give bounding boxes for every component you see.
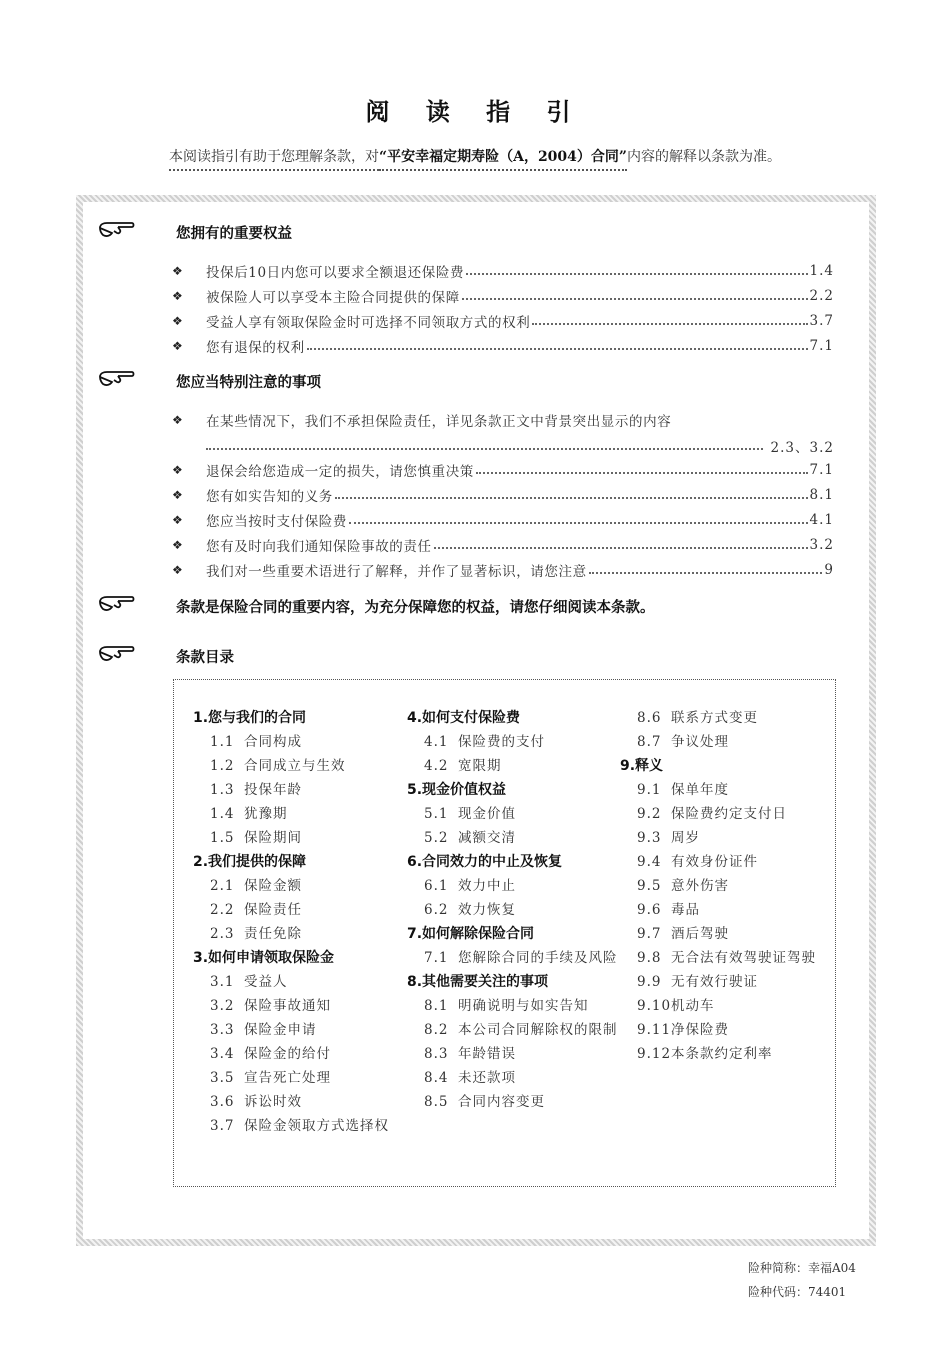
toc-entry-number: 8.6 bbox=[637, 710, 662, 726]
toc-entry-number: 9.10 bbox=[637, 998, 672, 1014]
toc-chapter: 2.我们提供的保障 bbox=[193, 854, 307, 870]
product-short-name: 险种简称：幸福A04 bbox=[748, 1261, 856, 1275]
section-heading-important: 条款是保险合同的重要内容，为充分保障您的权益，请您仔细阅读本条款。 bbox=[176, 600, 655, 616]
toc-chapter: 4.如何支付保险费 bbox=[407, 710, 521, 726]
list-item: ❖ 被保险人可以享受本主险合同提供的保障 2.2 bbox=[172, 288, 834, 306]
list-item: ❖ 您有如实告知的义务 8.1 bbox=[172, 487, 834, 505]
bullet-icon: ❖ bbox=[172, 314, 183, 328]
toc-chapter: 5.现金价值权益 bbox=[407, 782, 507, 798]
toc-entry bbox=[620, 778, 830, 802]
toc-entry-title: 保险事故通知 bbox=[244, 998, 331, 1014]
toc-entry bbox=[407, 994, 619, 1018]
toc-entry-title: 本条款约定利率 bbox=[671, 1046, 773, 1062]
toc-entry-number: 1.3 bbox=[210, 782, 235, 798]
list-item-continuation bbox=[206, 436, 834, 456]
toc-entry-number: 8.3 bbox=[424, 1046, 449, 1062]
toc-entry bbox=[407, 1066, 619, 1090]
toc-entry-number: 1.2 bbox=[210, 758, 235, 774]
toc-entry-number: 2.2 bbox=[210, 902, 235, 918]
toc-entry-title: 保单年度 bbox=[671, 782, 729, 798]
list-item: ❖ 在某些情况下，我们不承担保险责任，详见条款正文中背景突出显示的内容 bbox=[172, 413, 672, 430]
toc-chapter: 7.如何解除保险合同 bbox=[407, 926, 535, 942]
toc-entry-title: 年龄错误 bbox=[458, 1046, 516, 1062]
page-title: 阅 读 指 引 bbox=[365, 97, 585, 126]
toc-entry-number: 2.3 bbox=[210, 926, 235, 942]
toc-entry bbox=[620, 730, 830, 754]
toc-entry-title: 保险金领取方式选择权 bbox=[244, 1118, 389, 1134]
toc-entry bbox=[620, 1042, 830, 1066]
toc-entry-number: 9.3 bbox=[637, 830, 662, 846]
toc-entry bbox=[620, 826, 830, 850]
toc-entry-number: 3.5 bbox=[210, 1070, 235, 1086]
toc-entry-number: 8.7 bbox=[637, 734, 662, 750]
toc-entry bbox=[193, 778, 393, 802]
toc-entry-number: 1.4 bbox=[210, 806, 235, 822]
toc-entry bbox=[407, 1018, 619, 1042]
toc-entry bbox=[620, 802, 830, 826]
toc-entry bbox=[407, 802, 619, 826]
toc-entry bbox=[193, 730, 393, 754]
toc-entry-number: 5.2 bbox=[424, 830, 449, 846]
toc-entry-number: 3.2 bbox=[210, 998, 235, 1014]
toc-entry-title: 诉讼时效 bbox=[244, 1094, 302, 1110]
toc-entry bbox=[407, 1090, 619, 1114]
toc-chapter: 3.如何申请领取保险金 bbox=[193, 950, 335, 966]
clause-ref: 7.1 bbox=[809, 462, 834, 478]
toc-entry bbox=[620, 850, 830, 874]
toc-entry-title: 保险责任 bbox=[244, 902, 302, 918]
toc-entry-number: 6.2 bbox=[424, 902, 449, 918]
toc-entry-title: 保险金额 bbox=[244, 878, 302, 894]
toc-entry bbox=[193, 826, 393, 850]
toc-entry-title: 联系方式变更 bbox=[671, 710, 758, 726]
bullet-icon: ❖ bbox=[172, 563, 183, 577]
table-of-contents bbox=[173, 679, 836, 1187]
toc-entry-title: 减额交清 bbox=[458, 830, 516, 846]
toc-entry-number: 3.3 bbox=[210, 1022, 235, 1038]
bullet-icon: ❖ bbox=[172, 339, 183, 353]
clause-ref: 3.7 bbox=[809, 313, 834, 329]
toc-entry-title: 无有效行驶证 bbox=[671, 974, 758, 990]
toc-entry-title: 责任免除 bbox=[244, 926, 302, 942]
toc-entry-title: 酒后驾驶 bbox=[671, 926, 729, 942]
product-code: 险种代码：74401 bbox=[748, 1285, 847, 1299]
toc-entry-number: 9.4 bbox=[637, 854, 662, 870]
bullet-icon: ❖ bbox=[172, 463, 183, 477]
toc-column-2 bbox=[407, 706, 619, 1114]
toc-entry-number: 9.11 bbox=[637, 1022, 672, 1038]
toc-entry-number: 6.1 bbox=[424, 878, 449, 894]
toc-entry-number: 3.1 bbox=[210, 974, 235, 990]
toc-entry-number: 7.1 bbox=[424, 950, 449, 966]
toc-entry-number: 9.7 bbox=[637, 926, 662, 942]
toc-entry-number: 3.7 bbox=[210, 1118, 235, 1134]
toc-entry-title: 无合法有效驾驶证驾驶 bbox=[671, 950, 816, 966]
toc-entry-title: 明确说明与如实告知 bbox=[458, 998, 589, 1014]
clause-ref: 7.1 bbox=[809, 338, 834, 354]
toc-entry-title: 效力中止 bbox=[458, 878, 516, 894]
list-item: ❖ 我们对一些重要术语进行了解释，并作了显著标识，请您注意 9 bbox=[172, 562, 834, 580]
toc-entry-title: 宣告死亡处理 bbox=[244, 1070, 331, 1086]
clause-ref: 4.1 bbox=[809, 512, 834, 528]
bullet-icon: ❖ bbox=[172, 488, 183, 502]
pointing-hand-icon bbox=[98, 369, 136, 391]
toc-entry bbox=[620, 874, 830, 898]
toc-entry-number: 4.1 bbox=[424, 734, 449, 750]
toc-entry bbox=[620, 1018, 830, 1042]
toc-entry-number: 9.5 bbox=[637, 878, 662, 894]
bullet-icon: ❖ bbox=[172, 413, 183, 427]
intro-suffix: 内容的解释以条款为准。 bbox=[626, 149, 781, 165]
toc-entry-title: 投保年龄 bbox=[244, 782, 302, 798]
toc-entry bbox=[193, 970, 393, 994]
toc-entry-number: 2.1 bbox=[210, 878, 235, 894]
toc-entry bbox=[620, 922, 830, 946]
toc-entry bbox=[620, 994, 830, 1018]
toc-entry bbox=[407, 898, 619, 922]
bullet-icon: ❖ bbox=[172, 264, 183, 278]
toc-entry-title: 有效身份证件 bbox=[671, 854, 758, 870]
toc-entry-title: 争议处理 bbox=[671, 734, 729, 750]
list-item: ❖ 受益人享有领取保险金时可选择不同领取方式的权利 3.7 bbox=[172, 313, 834, 331]
pointing-hand-icon bbox=[98, 644, 136, 666]
bullet-icon: ❖ bbox=[172, 538, 183, 552]
section-heading-toc: 条款目录 bbox=[176, 650, 234, 666]
toc-entry bbox=[193, 922, 393, 946]
toc-entry bbox=[193, 802, 393, 826]
toc-entry-number: 3.6 bbox=[210, 1094, 235, 1110]
clause-ref: 8.1 bbox=[809, 487, 834, 503]
clause-ref: 2.2 bbox=[809, 288, 834, 304]
bullet-icon: ❖ bbox=[172, 513, 183, 527]
toc-entry-title: 合同内容变更 bbox=[458, 1094, 545, 1110]
toc-entry-number: 8.2 bbox=[424, 1022, 449, 1038]
toc-entry-title: 保险费的支付 bbox=[458, 734, 545, 750]
toc-entry-number: 3.4 bbox=[210, 1046, 235, 1062]
toc-entry-title: 本公司合同解除权的限制 bbox=[458, 1022, 618, 1038]
toc-entry-title: 保险金申请 bbox=[244, 1022, 317, 1038]
toc-entry bbox=[407, 946, 619, 970]
intro-text bbox=[0, 146, 950, 166]
toc-entry-title: 机动车 bbox=[671, 998, 715, 1014]
toc-entry-title: 宽限期 bbox=[458, 758, 502, 774]
toc-entry-number: 9.12 bbox=[637, 1046, 672, 1062]
toc-entry-number: 5.1 bbox=[424, 806, 449, 822]
toc-entry-title: 受益人 bbox=[244, 974, 288, 990]
toc-entry-number: 9.9 bbox=[637, 974, 662, 990]
toc-entry bbox=[193, 994, 393, 1018]
toc-chapter: 1.您与我们的合同 bbox=[193, 710, 307, 726]
bullet-icon: ❖ bbox=[172, 289, 183, 303]
list-item: ❖ 您有退保的权利 7.1 bbox=[172, 338, 834, 356]
toc-entry-number: 4.2 bbox=[424, 758, 449, 774]
toc-entry-title: 周岁 bbox=[671, 830, 700, 846]
list-item: ❖ 您有及时向我们通知保险事故的责任 3.2 bbox=[172, 537, 834, 555]
toc-entry bbox=[407, 730, 619, 754]
toc-column-1 bbox=[193, 706, 393, 1138]
clause-ref: 3.2 bbox=[809, 537, 834, 553]
toc-entry-number: 8.4 bbox=[424, 1070, 449, 1086]
toc-entry bbox=[620, 706, 830, 730]
toc-entry bbox=[193, 1018, 393, 1042]
toc-entry bbox=[407, 1042, 619, 1066]
toc-entry-title: 效力恢复 bbox=[458, 902, 516, 918]
toc-entry-title: 犹豫期 bbox=[244, 806, 288, 822]
list-item: ❖ 您应当按时支付保险费 4.1 bbox=[172, 512, 834, 530]
clause-ref: 9 bbox=[824, 562, 834, 578]
section-heading-rights: 您拥有的重要权益 bbox=[176, 226, 292, 242]
toc-entry bbox=[620, 970, 830, 994]
toc-entry-title: 您解除合同的手续及风险 bbox=[458, 950, 618, 966]
toc-entry-number: 9.8 bbox=[637, 950, 662, 966]
toc-entry bbox=[193, 874, 393, 898]
intro-product-name: “平安幸福定期寿险（A，2004）合同” bbox=[379, 149, 627, 171]
toc-entry bbox=[620, 946, 830, 970]
pointing-hand-icon bbox=[98, 220, 136, 242]
toc-entry-number: 9.1 bbox=[637, 782, 662, 798]
toc-entry bbox=[193, 1090, 393, 1114]
toc-entry bbox=[407, 754, 619, 778]
toc-entry bbox=[407, 826, 619, 850]
toc-entry-number: 1.5 bbox=[210, 830, 235, 846]
toc-entry bbox=[193, 898, 393, 922]
toc-entry-number: 9.6 bbox=[637, 902, 662, 918]
toc-entry-title: 保险费约定支付日 bbox=[671, 806, 787, 822]
toc-entry-number: 8.1 bbox=[424, 998, 449, 1014]
toc-entry bbox=[193, 754, 393, 778]
toc-entry bbox=[407, 874, 619, 898]
clause-ref: 2.3、3.2 bbox=[770, 440, 834, 456]
toc-entry-title: 意外伤害 bbox=[671, 878, 729, 894]
toc-entry bbox=[193, 1114, 393, 1138]
toc-entry-title: 净保险费 bbox=[671, 1022, 729, 1038]
toc-entry bbox=[193, 1042, 393, 1066]
pointing-hand-icon bbox=[98, 594, 136, 616]
toc-entry-number: 9.2 bbox=[637, 806, 662, 822]
toc-chapter: 6.合同效力的中止及恢复 bbox=[407, 854, 563, 870]
toc-column-3 bbox=[620, 706, 830, 1066]
toc-chapter: 8.其他需要关注的事项 bbox=[407, 974, 549, 990]
toc-entry-number: 8.5 bbox=[424, 1094, 449, 1110]
toc-entry bbox=[193, 1066, 393, 1090]
toc-entry-title: 合同成立与生效 bbox=[244, 758, 346, 774]
section-heading-attention: 您应当特别注意的事项 bbox=[176, 375, 321, 391]
clause-ref: 1.4 bbox=[809, 263, 834, 279]
list-item: ❖ 退保会给您造成一定的损失，请您慎重决策 7.1 bbox=[172, 462, 834, 480]
toc-entry-title: 毒品 bbox=[671, 902, 700, 918]
toc-entry bbox=[620, 898, 830, 922]
toc-chapter: 9.释义 bbox=[620, 758, 664, 774]
intro-prefix: 本阅读指引有助于您理解条款，对 bbox=[169, 149, 379, 171]
list-item: ❖ 投保后10日内您可以要求全额退还保险费 1.4 bbox=[172, 263, 834, 281]
toc-entry-title: 保险期间 bbox=[244, 830, 302, 846]
toc-entry-title: 未还款项 bbox=[458, 1070, 516, 1086]
toc-entry-title: 合同构成 bbox=[244, 734, 302, 750]
toc-entry-title: 保险金的给付 bbox=[244, 1046, 331, 1062]
toc-entry-title: 现金价值 bbox=[458, 806, 516, 822]
toc-entry-number: 1.1 bbox=[210, 734, 235, 750]
